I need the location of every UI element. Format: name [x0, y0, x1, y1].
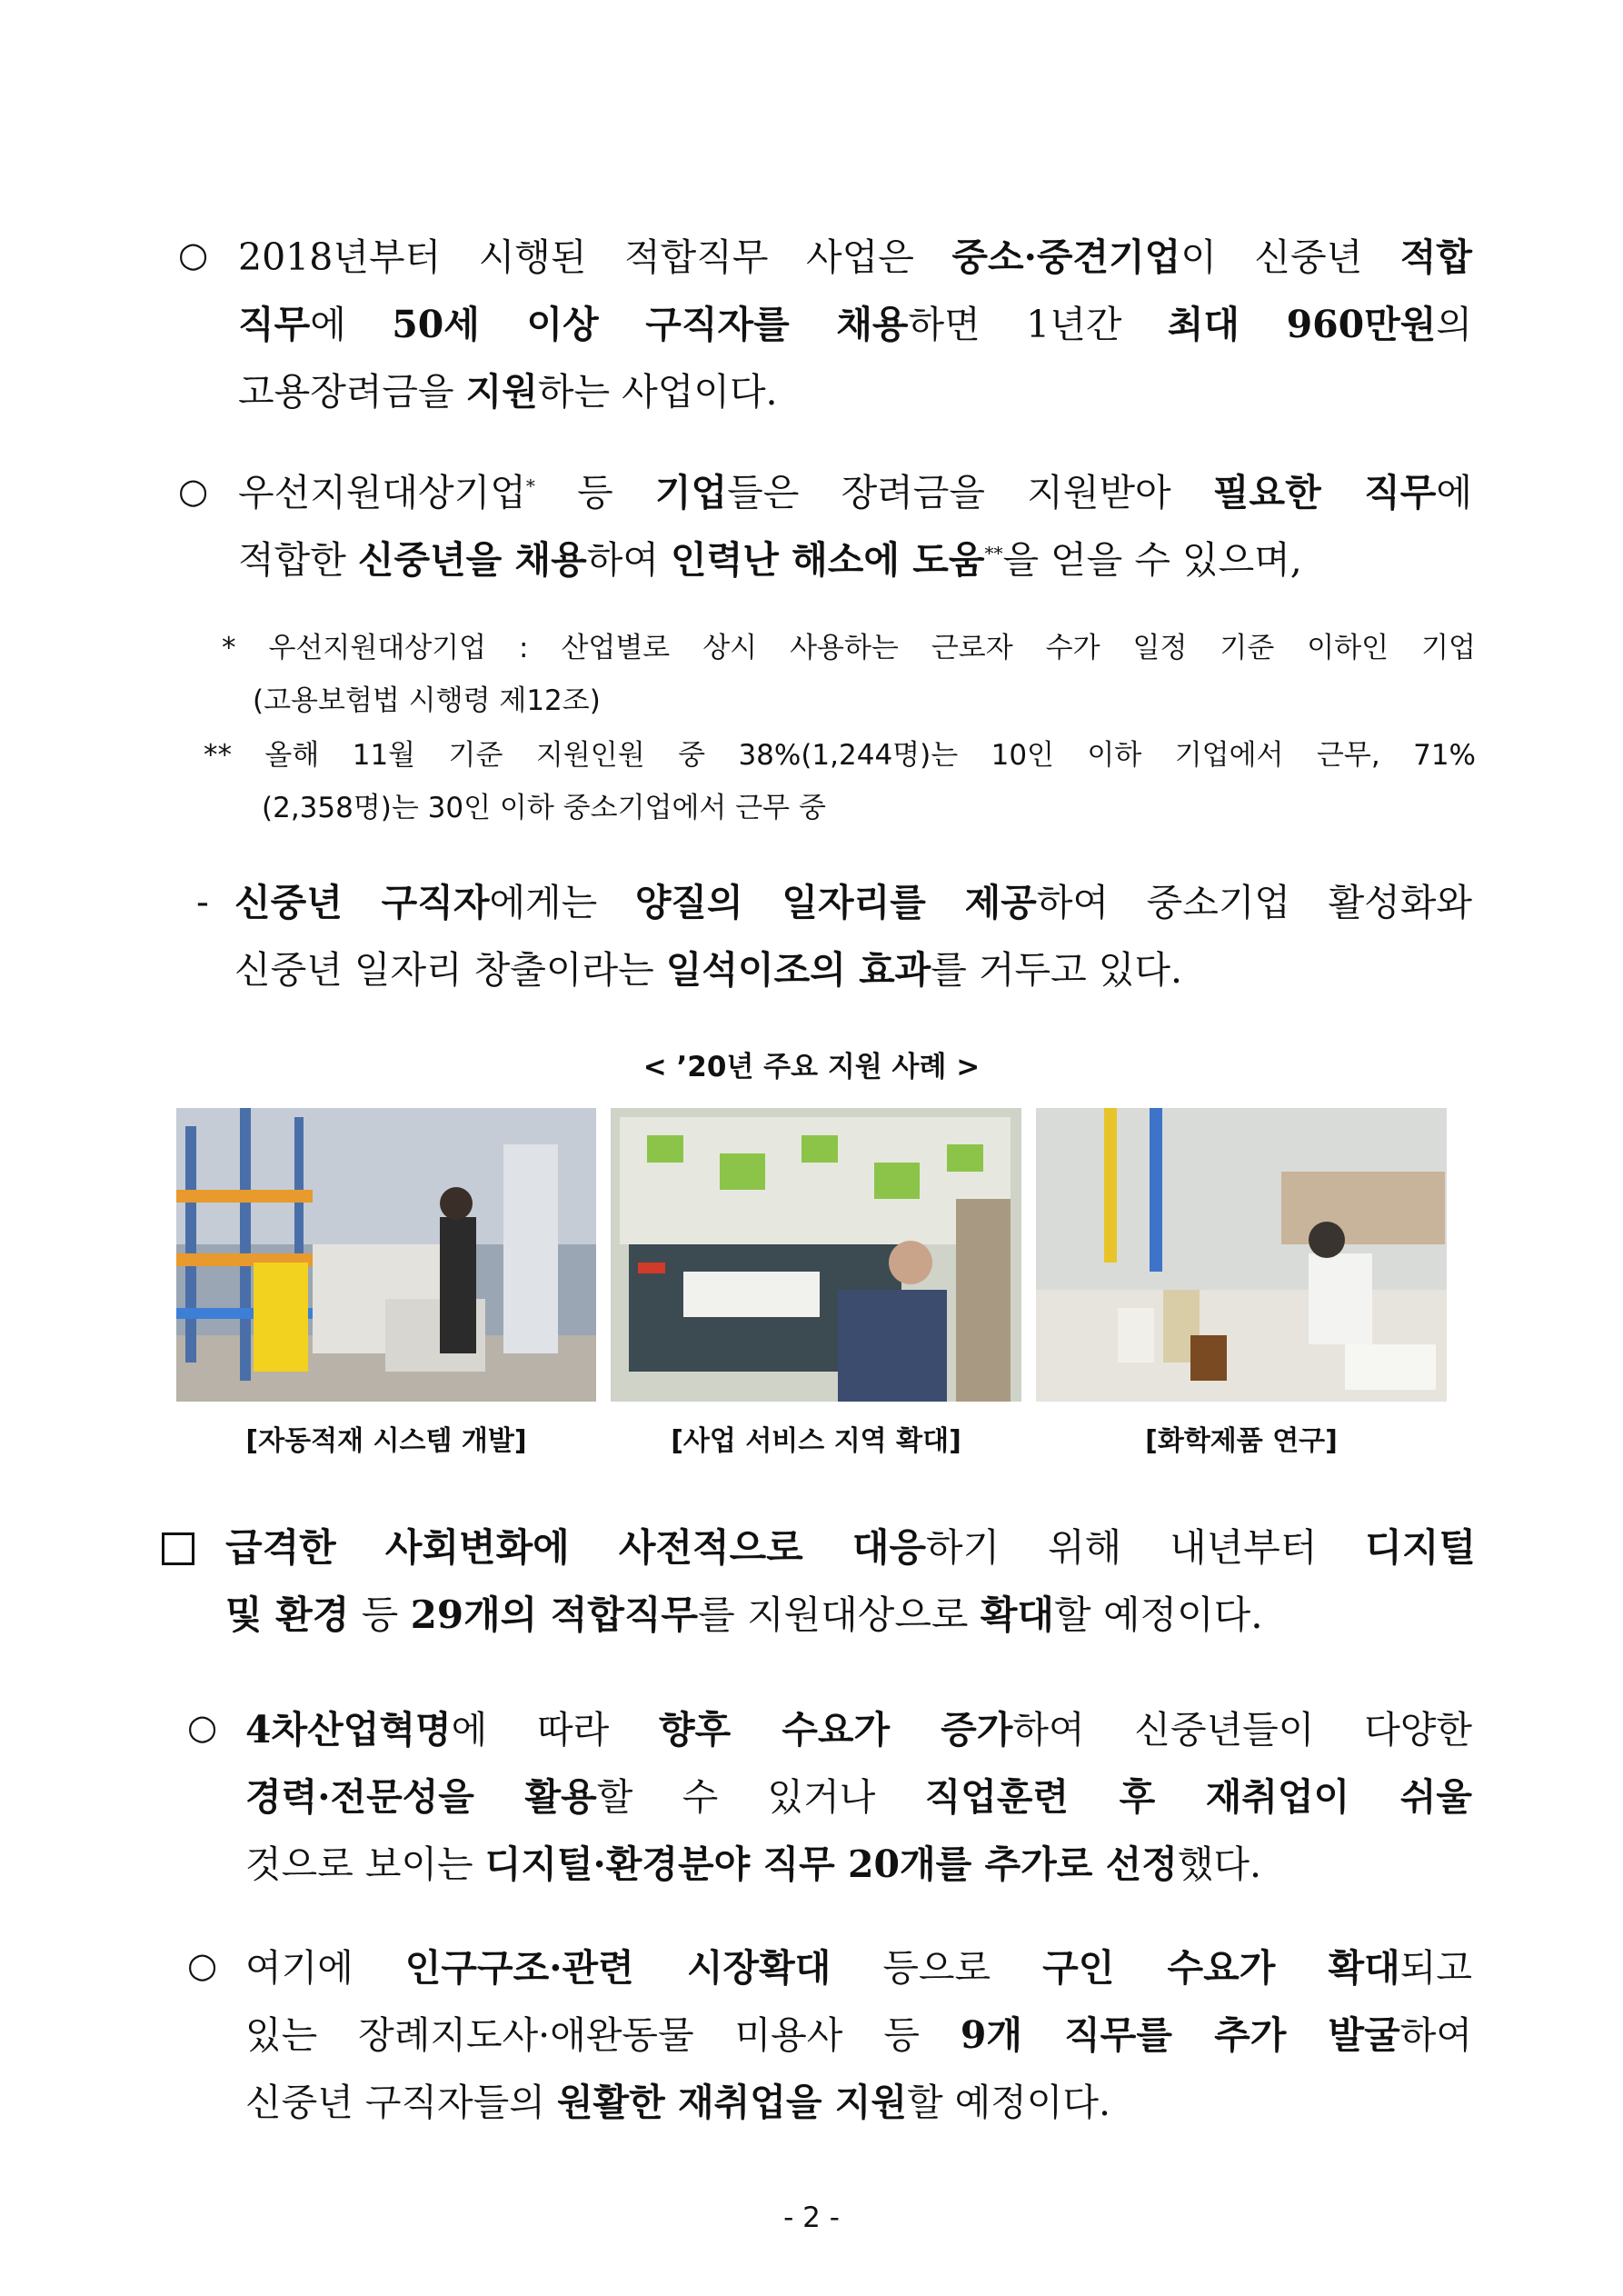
footnote-support-stats: ** 올해 11월 기준 지원인원 중 38%(1,244명)는 10인 이하 기업에서 근무, 71% (2,358명)는 30인 이하 중소기업에서 근무 중	[204, 739, 1476, 824]
bullet-circle: ○	[178, 471, 209, 511]
photo-chemistry-lab	[1036, 1108, 1447, 1402]
paragraph-company-benefit: 우선지원대상기업* 등 기업들은 장려금을 지원받아 필요한 직무에 적합한 신중년을 채용하여 인력난 해소에 도움**을 얻을 수 있으며,	[238, 471, 1472, 582]
bullet-circle: ○	[187, 1707, 218, 1747]
bullet-circle: ○	[178, 235, 209, 275]
section-checkbox	[162, 1532, 194, 1565]
paragraph-expansion: 급격한 사회변화에 사전적으로 대응하기 위해 내년부터 디지털 및 환경 등 29개의 적합직무를 지원대상으로 확대할 예정이다.	[225, 1525, 1476, 1637]
photo-auto-loading-system	[176, 1108, 596, 1402]
paragraph-jobseeker-benefit: 신중년 구직자에게는 양질의 일자리를 제공하여 중소기업 활성화와 신중년 일자리 창출이라는 일석이조의 효과를 거두고 있다.	[234, 881, 1472, 992]
paragraph-digital-jobs: 4차산업혁명에 따라 향후 수요가 증가하여 신중년들이 다양한 경력·전문성을 활용할 수 있거나 직업훈련 후 재취업이 쉬울 것으로 보이는 디지털·환경분야 직무 20개를 추가로 선정했다.	[245, 1708, 1473, 1886]
paragraph-program-intro: 2018년부터 시행된 적합직무 사업은 중소·중견기업이 신중년 적합 직무에 50세 이상 구직자를 채용하면 1년간 최대 960만원의 고용장려금을 지원하는 사업이다.	[238, 235, 1473, 414]
cases-title: < ’20년 주요 지원 사례 >	[642, 1051, 981, 1083]
bullet-circle: ○	[187, 1945, 218, 1985]
page-number: - 2 -	[783, 2201, 840, 2234]
photo-control-panel	[611, 1108, 1021, 1402]
footnote-priority-company: * 우선지원대상기업 : 산업별로 상시 사용하는 근로자 수가 일정 기준 이하인 기업 (고용보험법 시행령 제12조)	[222, 632, 1476, 717]
caption-service-area: [사업 서비스 지역 확대]	[671, 1425, 961, 1457]
dash-marker: -	[196, 880, 209, 923]
paragraph-new-jobs: 여기에 인구구조·관련 시장확대 등으로 구인 수요가 확대되고 있는 장례지도사·애완동물 미용사 등 9개 직무를 추가 발굴하여 신중년 구직자들의 원활한 재취업을 지원할 예정이다.	[245, 1946, 1472, 2124]
caption-chemical-research: [화학제품 연구]	[1145, 1425, 1338, 1457]
caption-auto-loading: [자동적재 시스템 개발]	[245, 1425, 527, 1457]
